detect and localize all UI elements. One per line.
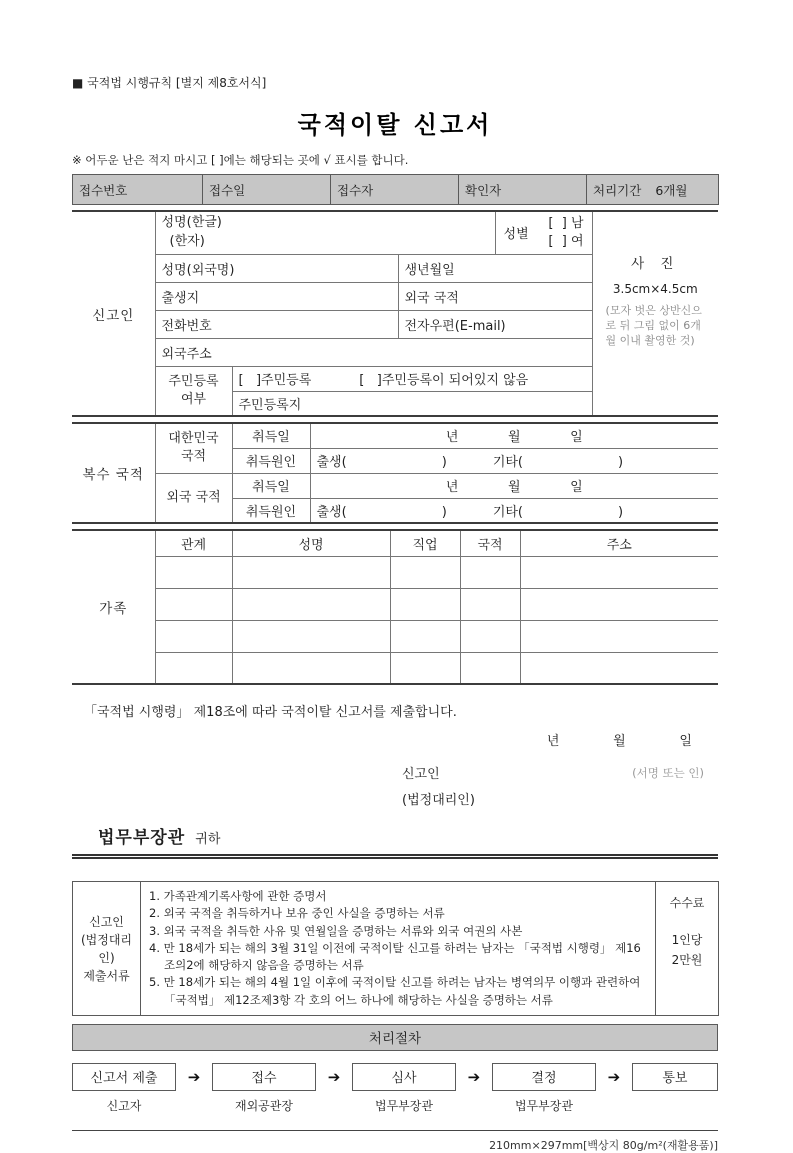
- phone-field: 전화번호: [155, 310, 398, 338]
- fill-instruction: ※ 어두운 난은 적지 마시고 [ ]에는 해당되는 곳에 √ 표시를 합니다.: [72, 153, 409, 167]
- signature-row: [72, 763, 718, 785]
- gender-label: 성별: [503, 227, 529, 243]
- process-step-receive-box: 접수: [212, 1063, 316, 1091]
- page-title: 국적이탈 신고서: [297, 111, 493, 139]
- process-step-receive: [212, 1063, 316, 1114]
- receipt-header-table: [72, 174, 719, 205]
- processing-period-value: 6개월: [655, 182, 688, 198]
- process-step-receive-actor: 재외공관장: [235, 1098, 293, 1113]
- family-header-name: 성명: [232, 530, 390, 556]
- family-section-label: 가족: [72, 530, 155, 684]
- korea-nationality-label: 대한민국 국적: [155, 423, 232, 473]
- photo-size: 3.5cm×4.5cm: [612, 282, 698, 296]
- form-content: [72, 0, 718, 1153]
- applicant-section-label: 신고인: [72, 211, 155, 416]
- family-row: [72, 556, 718, 588]
- process-step-submit-actor: 신고자: [106, 1098, 142, 1113]
- family-row: [72, 588, 718, 620]
- foreign-cause-birth: 출생( ): [316, 504, 447, 520]
- declaration-statement: 「국적법 시행령」 제18조에 따라 국적이탈 신고서를 제출합니다.: [84, 705, 457, 721]
- dual-nationality-section-table: [72, 422, 718, 524]
- addressee-row: [98, 823, 718, 848]
- process-step-submit: [72, 1063, 176, 1114]
- addressee-title: 법무부장관: [98, 828, 186, 849]
- document-item-4: 4. 만 18세가 되는 해의 3월 31일 이전에 국적이탈 신고를 하려는 남자는 「국적법 시행령」 제16조의2에 해당하지 않음을 증명하는 서류: [149, 940, 641, 973]
- documents-label-line3: 제출서류: [83, 968, 130, 983]
- foreign-cause-other: 기타( ): [492, 504, 624, 520]
- signature-note: (서명 또는 인): [632, 766, 704, 781]
- declaration-block: [72, 701, 718, 859]
- legal-representative-label: (법정대리인): [402, 793, 475, 809]
- family-header-occupation: 직업: [390, 530, 460, 556]
- arrow-right-icon: ➔: [467, 1067, 481, 1086]
- signature-applicant-label: 신고인: [402, 767, 440, 783]
- gender-female-checkbox: [ ] 여: [548, 233, 584, 249]
- documents-label-line2: (법정대리인): [80, 932, 133, 965]
- document-item-1: 1. 가족관계기록사항에 관한 증명서: [149, 889, 327, 904]
- korea-acq-cause-field: [310, 448, 718, 473]
- photo-title: 사 진: [631, 256, 680, 272]
- process-step-review-actor: 법무부장관: [374, 1098, 433, 1113]
- document-item-2: 2. 외국 국적을 취득하거나 보유 중인 사실을 증명하는 서류: [149, 906, 445, 921]
- arrow-right-icon: ➔: [187, 1067, 201, 1086]
- document-item-5: 5. 만 18세가 되는 해의 4월 1일 이후에 국적이탈 신고를 하려는 남자는 병역의무 이행과 관련하여 「국적법」 제12조제3항 각 호의 어느 하나에 해당하는 사실을 증명하는 서류: [149, 975, 641, 1007]
- photo-box: [592, 211, 718, 416]
- name-korean-label: 성명(한글): [161, 215, 222, 230]
- process-step-submit-box: 신고서 제출: [72, 1063, 176, 1091]
- legal-representative-row: [72, 789, 718, 813]
- process-step-notify-box: 통보: [632, 1063, 718, 1091]
- document-item-3: 3. 외국 국적을 취득한 사유 및 연월일을 증명하는 서류와 외국 여권의 사본: [149, 923, 523, 938]
- resident-reg-no-checkbox: [ ]주민등록이 되어있지 않음: [359, 373, 529, 389]
- documents-label-cell: [73, 882, 141, 1016]
- process-step-review: [352, 1063, 456, 1114]
- arrow-right-icon: ➔: [607, 1067, 621, 1086]
- email-field: 전자우편(E-mail): [398, 310, 592, 338]
- foreign-address-field: 외국주소: [155, 338, 592, 366]
- name-foreign-field: 성명(외국명): [155, 254, 398, 282]
- dual-section-label: 복수 국적: [72, 423, 155, 523]
- documents-items-cell: [141, 882, 656, 1016]
- resident-reg-place-field: 주민등록지: [232, 391, 592, 416]
- fee-amount: 2만원: [671, 953, 703, 968]
- foreign-acq-cause-label: 취득원인: [232, 498, 310, 523]
- family-header-address: 주소: [520, 530, 718, 556]
- processing-period-cell: [587, 175, 719, 205]
- korea-acq-date-field: 년 월 일: [310, 423, 718, 448]
- process-title-bar: 처리절차: [72, 1024, 718, 1051]
- photo-note: (모자 벗은 상반신으로 뒤 그림 없이 6개월 이내 촬영한 것): [605, 304, 702, 347]
- process-step-decision-actor: 법무부장관: [514, 1098, 573, 1113]
- gender-field: [495, 211, 592, 254]
- footer-rule: [72, 1130, 718, 1131]
- process-step-notify: [632, 1063, 718, 1091]
- foreign-nationality-field: 외국 국적: [398, 282, 592, 310]
- process-step-review-box: 심사: [352, 1063, 456, 1091]
- fee-label: 수수료: [669, 896, 705, 911]
- name-korean-field: [155, 211, 495, 254]
- receipt-date-cell: 접수일: [203, 175, 331, 205]
- foreign-acq-date-field: 년 월 일: [310, 473, 718, 498]
- paper-spec: 210mm×297mm[백상지 80g/m²(재활용품)]: [489, 1138, 718, 1152]
- documents-table: [72, 881, 719, 1016]
- resident-reg-label: 주민등록 여부: [155, 366, 232, 416]
- gender-male-checkbox: [ ] 남: [548, 216, 584, 232]
- processing-period-label: 처리기간: [593, 182, 642, 198]
- foreign-acq-date-label: 취득일: [232, 473, 310, 498]
- family-row: [72, 620, 718, 652]
- receiver-cell: 접수자: [331, 175, 459, 205]
- resident-reg-options: [232, 366, 592, 391]
- family-header-relation: 관계: [155, 530, 232, 556]
- documents-label-line1: 신고인: [89, 914, 124, 929]
- confirmer-cell: 확인자: [459, 175, 587, 205]
- declaration-date-blank: 년 월 일: [546, 734, 692, 750]
- process-step-decision: [492, 1063, 596, 1114]
- fee-cell: [656, 882, 719, 1016]
- process-step-decision-box: 결정: [492, 1063, 596, 1091]
- name-hanja-label: (한자): [169, 233, 205, 249]
- family-section-table: [72, 529, 718, 685]
- section-divider-rule: [72, 854, 718, 859]
- family-row: [72, 652, 718, 684]
- receipt-number-cell: 접수번호: [73, 175, 203, 205]
- birth-date-field: 생년월일: [398, 254, 592, 282]
- fee-per-person: 1인당: [671, 933, 703, 948]
- korea-acq-cause-label: 취득원인: [232, 448, 310, 473]
- foreign-acq-cause-field: [310, 498, 718, 523]
- process-flow: [72, 1063, 718, 1114]
- arrow-right-icon: ➔: [327, 1067, 341, 1086]
- korea-acq-date-label: 취득일: [232, 423, 310, 448]
- foreign-nationality-label: 외국 국적: [155, 473, 232, 523]
- regulation-note: ■ 국적법 시행규칙 [별지 제8호서식]: [72, 76, 267, 90]
- korea-cause-birth: 출생( ): [316, 455, 447, 471]
- family-header-nationality: 국적: [460, 530, 520, 556]
- addressee-suffix: 귀하: [195, 832, 221, 848]
- korea-cause-other: 기타( ): [492, 455, 624, 471]
- resident-reg-yes-checkbox: [ ]주민등록: [238, 373, 312, 389]
- applicant-section-table: [72, 210, 718, 417]
- birth-place-field: 출생지: [155, 282, 398, 310]
